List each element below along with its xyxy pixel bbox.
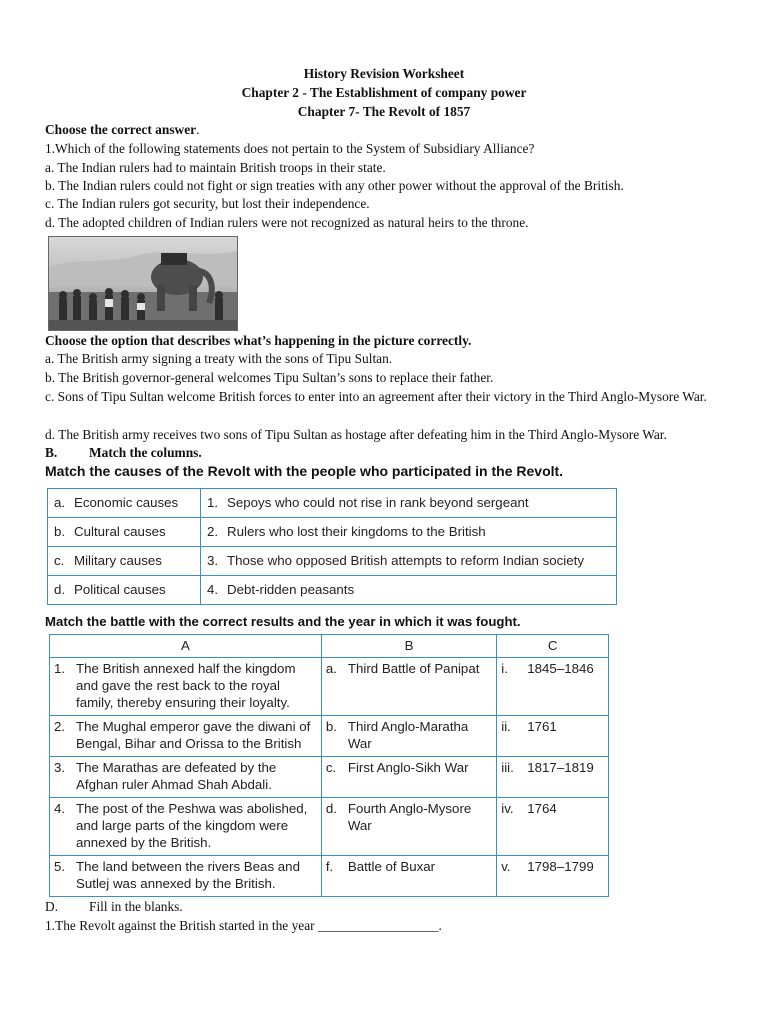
- table1-heading: Match the causes of the Revolt with the people who participated in the Revolt.: [45, 463, 564, 479]
- battle-text: Fourth Anglo-Mysore War: [347, 801, 472, 833]
- year-cell: [497, 658, 609, 716]
- battle-cell: [321, 798, 496, 856]
- section-b-heading: [45, 444, 202, 461]
- section-d-title: Fill in the blanks.: [89, 899, 183, 914]
- result-text: The land between the rivers Beas and Sutlej was annexed by the British.: [76, 859, 300, 891]
- historical-painting-image: [48, 236, 238, 331]
- question-1: 1.Which of the following statements does not pertain to the System of Subsidiary Alliance?: [45, 141, 535, 156]
- instruction-suffix: .: [196, 122, 200, 137]
- battle-label: b.: [325, 719, 337, 734]
- result-text: The post of the Peshwa was abolished, and large parts of the kingdom were annexed by the British.: [76, 801, 308, 850]
- table-row: [50, 716, 609, 757]
- result-cell: [50, 716, 322, 757]
- cause-label: b.: [54, 524, 66, 539]
- participant-text: Those who opposed British attempts to reform Indian society: [227, 553, 584, 568]
- cause-cell: [48, 489, 201, 518]
- worksheet-title: History Revision Worksheet: [303, 66, 465, 81]
- battle-label: a.: [325, 661, 337, 676]
- table-row: [48, 547, 617, 576]
- column-header-c: C: [497, 635, 609, 658]
- year-text: 1845–1846: [527, 661, 594, 676]
- result-label: 4.: [54, 801, 66, 816]
- result-label: 2.: [54, 719, 66, 734]
- cause-label: d.: [54, 582, 66, 597]
- participant-label: 1.: [207, 495, 219, 510]
- participant-cell: [201, 576, 617, 605]
- table-row: [48, 576, 617, 605]
- year-cell: [497, 798, 609, 856]
- year-text: 1764: [527, 801, 557, 816]
- year-label: v.: [501, 859, 511, 874]
- participant-label: 4.: [207, 582, 219, 597]
- table2-heading: Match the battle with the correct results and the year in which it was fought.: [45, 614, 521, 629]
- table-row: [50, 856, 609, 897]
- table-row: [50, 798, 609, 856]
- year-label: iii.: [501, 760, 514, 775]
- result-label: 3.: [54, 760, 66, 775]
- battle-text: Third Battle of Panipat: [347, 661, 480, 676]
- result-cell: [50, 658, 322, 716]
- cause-label: c.: [54, 553, 65, 568]
- fill-blank-question-1: 1.The Revolt against the British started in the year __________________.: [45, 918, 442, 933]
- year-label: i.: [501, 661, 508, 676]
- participant-text: Debt-ridden peasants: [227, 582, 355, 597]
- result-text: The Mughal emperor gave the diwani of Bengal, Bihar and Orissa to the British: [76, 719, 311, 751]
- cause-cell: [48, 547, 201, 576]
- participant-text: Sepoys who could not rise in rank beyond sergeant: [227, 495, 529, 510]
- q2-option-c: c. Sons of Tipu Sultan welcome British forces to enter into an agreement after their victory in the Third Anglo-Mysore War.: [45, 389, 707, 404]
- year-text: 1761: [527, 719, 557, 734]
- cause-text: Military causes: [74, 553, 162, 568]
- year-cell: [497, 716, 609, 757]
- table-row: [48, 489, 617, 518]
- q1-option-b: b. The Indian rulers could not fight or sign treaties with any other power without the approval of the British.: [45, 178, 624, 193]
- q1-option-a: a. The Indian rulers had to maintain British troops in their state.: [45, 160, 386, 175]
- table-row: [50, 757, 609, 798]
- battles-match-table: [49, 634, 609, 897]
- battle-cell: [321, 658, 496, 716]
- participant-label: 3.: [207, 553, 219, 568]
- q2-option-d: d. The British army receives two sons of Tipu Sultan as hostage after defeating him in the Third Anglo-Mysore War.: [45, 427, 667, 442]
- participant-label: 2.: [207, 524, 219, 539]
- battle-label: c.: [325, 760, 337, 775]
- q1-option-c: c. The Indian rulers got security, but lost their independence.: [45, 196, 370, 211]
- year-cell: [497, 757, 609, 798]
- result-text: The Marathas are defeated by the Afghan ruler Ahmad Shah Abdali.: [76, 760, 277, 792]
- column-header-a: A: [50, 635, 322, 658]
- cause-text: Political causes: [74, 582, 166, 597]
- participant-text: Rulers who lost their kingdoms to the British: [227, 524, 486, 539]
- cause-label: a.: [54, 495, 66, 510]
- year-text: 1817–1819: [527, 760, 594, 775]
- result-text: The British annexed half the kingdom and gave the rest back to the royal family, thereby ensuring their loyalty.: [76, 661, 296, 710]
- q1-option-d: d. The adopted children of Indian rulers were not recognized as natural heirs to the throne.: [45, 215, 529, 230]
- participant-cell: [201, 489, 617, 518]
- year-label: iv.: [501, 801, 514, 816]
- battle-cell: [321, 856, 496, 897]
- year-label: ii.: [501, 719, 511, 734]
- cause-cell: [48, 518, 201, 547]
- causes-match-table: [47, 488, 617, 605]
- section-b-marker: B.: [45, 445, 58, 460]
- result-label: 1.: [54, 661, 66, 676]
- participant-cell: [201, 547, 617, 576]
- table-row: [50, 658, 609, 716]
- year-cell: [497, 856, 609, 897]
- cause-cell: [48, 576, 201, 605]
- result-cell: [50, 856, 322, 897]
- result-cell: [50, 757, 322, 798]
- battle-text: First Anglo-Sikh War: [347, 760, 469, 775]
- battle-cell: [321, 757, 496, 798]
- column-header-b: B: [321, 635, 496, 658]
- section-d-heading: [45, 898, 183, 915]
- q2-option-b: b. The British governor-general welcomes Tipu Sultan’s sons to replace their father.: [45, 370, 494, 385]
- result-label: 5.: [54, 859, 66, 874]
- cause-text: Cultural causes: [74, 524, 166, 539]
- painting-illustration: [49, 237, 237, 330]
- section-b-title: Match the columns.: [89, 445, 202, 460]
- battle-label: f.: [325, 859, 334, 874]
- chapter-2-heading: Chapter 2 - The Establishment of company power: [241, 85, 527, 100]
- question-2: Choose the option that describes what’s happening in the picture correctly.: [45, 333, 472, 348]
- year-text: 1798–1799: [527, 859, 594, 874]
- chapter-7-heading: Chapter 7- The Revolt of 1857: [297, 104, 471, 119]
- cause-text: Economic causes: [74, 495, 179, 510]
- result-cell: [50, 798, 322, 856]
- q2-option-a: a. The British army signing a treaty with the sons of Tipu Sultan.: [45, 351, 393, 366]
- participant-cell: [201, 518, 617, 547]
- table-row: [48, 518, 617, 547]
- battle-label: d.: [325, 801, 337, 816]
- section-a-instruction: [45, 121, 199, 138]
- battle-text: Battle of Buxar: [347, 859, 436, 874]
- section-d-marker: D.: [45, 899, 59, 914]
- instruction-text: Choose the correct answer: [45, 122, 197, 137]
- battle-cell: [321, 716, 496, 757]
- battle-text: Third Anglo-Maratha War: [347, 719, 469, 751]
